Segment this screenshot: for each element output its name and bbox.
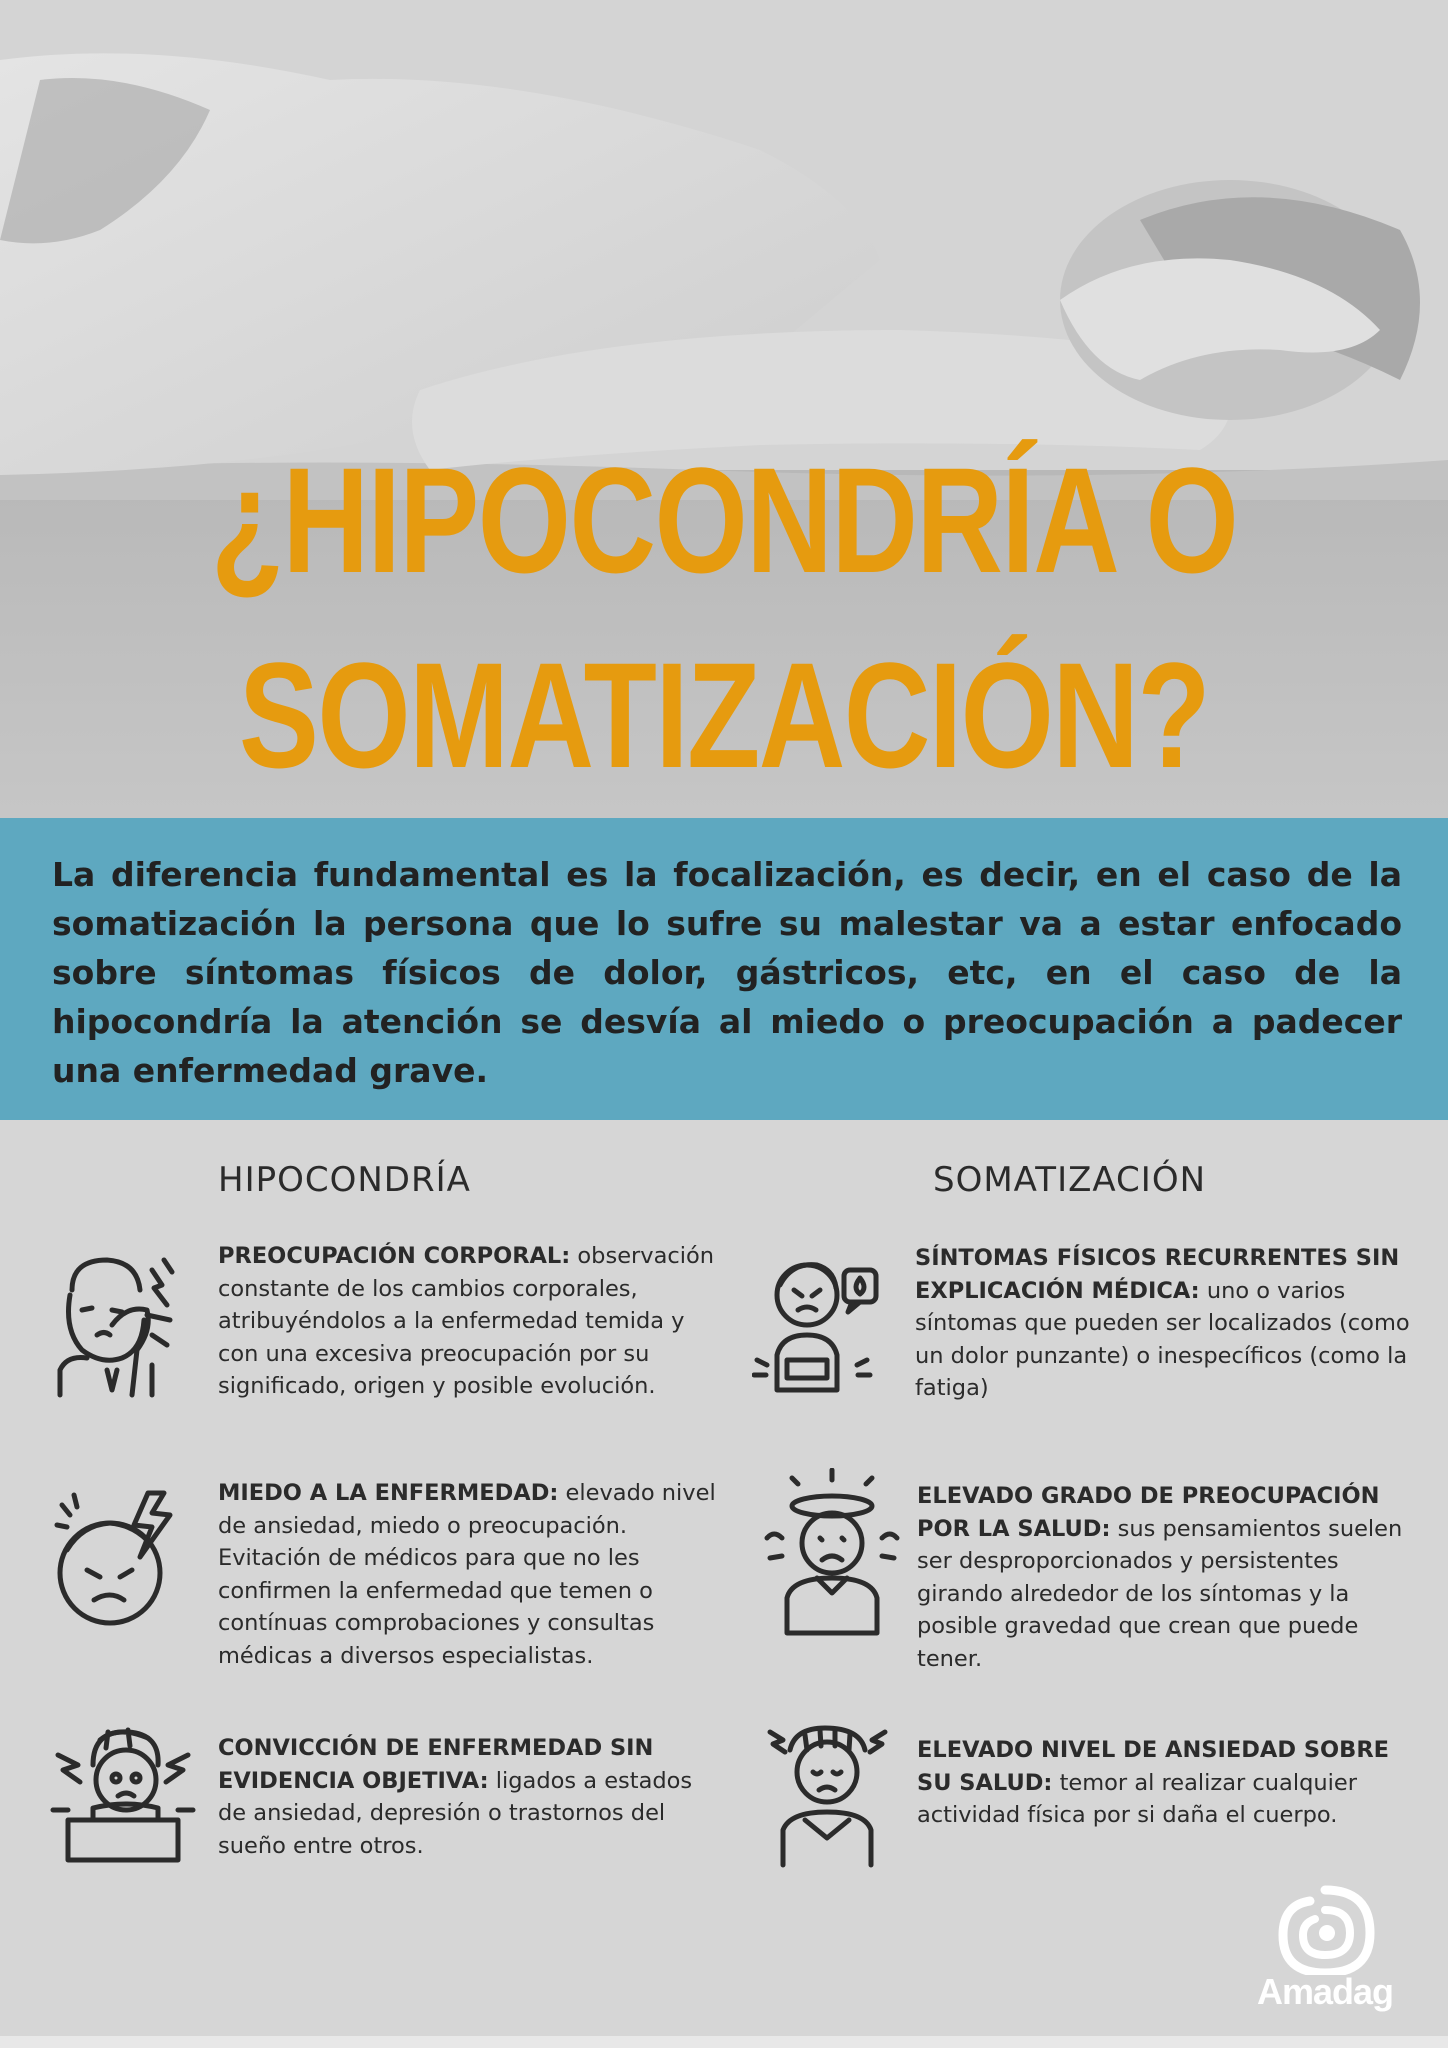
list-item: SÍNTOMAS FÍSICOS RECURRENTES SIN EXPLICACIÓN MÉDICA: uno o varios síntomas que pueden ser localizados (como un dolor punzante) o inespecíficos (como la fatiga) — [915, 1245, 1410, 1401]
heading-somatizacion: SOMATIZACIÓN — [933, 1160, 1207, 1200]
list-item: MIEDO A LA ENFERMEDAD: elevado nivel de ansiedad, miedo o preocupación. Evitación de médicos para que no les confirmen la enfermedad que temen o contínuas comprobaciones y consultas médicas a diversos especialistas. — [218, 1480, 716, 1669]
heading-hipocondria: HIPOCONDRÍA — [218, 1160, 471, 1200]
title-line-1: ¿HIPOCONDRÍA O — [210, 436, 1238, 604]
list-item: ELEVADO GRADO DE PREOCUPACIÓN POR LA SALUD: sus pensamientos suelen ser desproporcionados y persistentes girando alrededor de los síntomas y la posible gravedad que crean que puede tener. — [917, 1483, 1403, 1672]
logo-swirl-icon — [1275, 1885, 1375, 1975]
dizzy-person-icon — [762, 1468, 902, 1638]
angry-person-speech-icon — [752, 1250, 882, 1400]
amadag-logo — [1252, 1885, 1398, 2013]
title-line-2: SOMATIZACIÓN? — [238, 631, 1210, 799]
intro-text: La diferencia fundamental es la focalización, es decir, en el caso de la somatización la persona que lo sufre su malestar va a estar enfocado sobre síntomas físicos de dolor, gástricos, etc, en el caso de la hipocondría la atención se desvía al miedo o preocupación a padecer una enfermedad grave. — [52, 855, 1402, 1090]
stressed-person-icon — [765, 1720, 895, 1870]
bottom-divider — [0, 2036, 1448, 2048]
logo-wordmark: Amadag — [1256, 1971, 1394, 2012]
list-item: ELEVADO NIVEL DE ANSIEDAD SOBRE SU SALUD: temor al realizar cualquier actividad física por si daña el cuerpo. — [917, 1737, 1390, 1828]
insomnia-bed-icon — [48, 1720, 198, 1870]
hero-image — [0, 0, 1448, 818]
headache-hand-icon — [52, 1250, 182, 1400]
list-item: CONVICCIÓN DE ENFERMEDAD SIN EVIDENCIA OBJETIVA: ligados a estados de ansiedad, depresión o trastornos del sueño entre otros. — [218, 1735, 693, 1859]
fear-face-lightning-icon — [52, 1485, 182, 1635]
list-item: PREOCUPACIÓN CORPORAL: observación constante de los cambios corporales, atribuyéndolos a la enfermedad temida y con una excesiva preocupación por su significado, origen y posible evolución. — [218, 1243, 715, 1399]
intro-band — [0, 818, 1448, 1120]
